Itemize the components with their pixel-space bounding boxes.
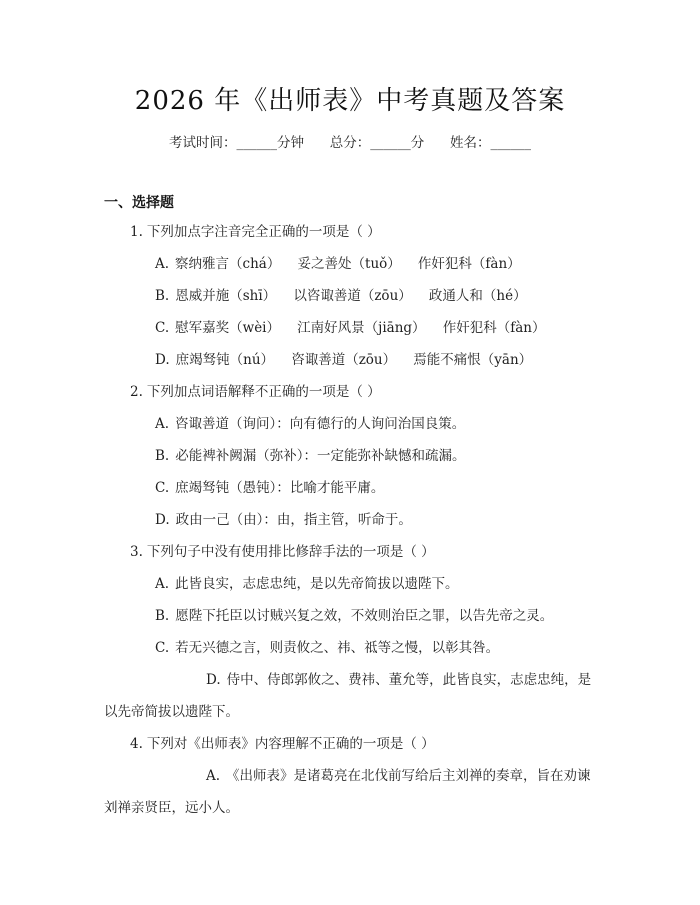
- option-letter: D.: [206, 672, 221, 688]
- option-letter: A.: [155, 256, 170, 272]
- option-3b: [155, 606, 553, 626]
- option-letter: A.: [206, 768, 221, 784]
- option-text: 察纳雅言（chá） 妥之善处（tuǒ） 作奸犯科（fàn）: [175, 256, 521, 272]
- question-number: 1.: [130, 224, 143, 240]
- option-1c: [155, 318, 545, 338]
- option-text: 此皆良实，志虑忠纯，是以先帝简拔以遗陛下。: [175, 576, 459, 592]
- option-4a: [104, 760, 598, 824]
- option-letter: C.: [155, 320, 170, 336]
- option-letter: D.: [155, 352, 170, 368]
- option-letter: C.: [155, 640, 170, 656]
- option-letter: B.: [155, 288, 170, 304]
- option-text: 愿陛下托臣以讨贼兴复之效，不效则治臣之罪，以告先帝之灵。: [175, 608, 554, 624]
- question-number: 2.: [130, 384, 143, 400]
- question-3: [130, 542, 435, 562]
- page-title: 2026 年《出师表》中考真题及答案: [134, 86, 566, 116]
- question-stem: 下列加点字注音完全正确的一项是（ ）: [146, 224, 381, 240]
- question-number: 4.: [130, 736, 143, 752]
- option-1b: [155, 286, 527, 306]
- option-text: 庶竭驽钝（nú） 咨诹善道（zōu） 焉能不痛恨（yān）: [175, 352, 533, 368]
- option-3a: [155, 574, 459, 594]
- option-text: 慰军嘉奖（wèi） 江南好风景（jiāng） 作奸犯科（fàn）: [175, 320, 546, 336]
- question-stem: 下列句子中没有使用排比修辞手法的一项是（ ）: [146, 544, 435, 560]
- option-letter: A.: [155, 416, 170, 432]
- question-stem: 下列加点词语解释不正确的一项是（ ）: [146, 384, 381, 400]
- option-letter: B.: [155, 448, 170, 464]
- option-text: 《出师表》是诸葛亮在北伐前写给后主刘禅的奏章，旨在劝谏刘禅亲贤臣，远小人。: [104, 768, 591, 816]
- section-heading: 一、选择题: [104, 195, 174, 211]
- option-2b: [155, 446, 465, 466]
- option-text: 若无兴德之言，则责攸之、祎、祗等之慢，以彰其咎。: [175, 640, 500, 656]
- option-3c: [155, 638, 499, 658]
- option-2d: [155, 510, 412, 530]
- option-text: 侍中、侍郎郭攸之、费祎、董允等，此皆良实，志虑忠纯，是以先帝简拔以遗陛下。: [104, 672, 592, 720]
- question-stem: 下列对《出师表》内容理解不正确的一项是（ ）: [146, 736, 435, 752]
- option-text: 政由一己（由）：由，指主管，听命于。: [175, 512, 412, 528]
- option-1a: [155, 254, 521, 274]
- option-text: 庶竭驽钝（愚钝）：比喻才能平庸。: [175, 480, 385, 496]
- option-letter: B.: [155, 608, 170, 624]
- option-2a: [155, 414, 465, 434]
- option-letter: D.: [155, 512, 170, 528]
- option-text: 必能裨补阙漏（弥补）：一定能弥补缺憾和疏漏。: [175, 448, 466, 464]
- exam-info-line: 考试时间：______分钟 总分：______分 姓名：______: [169, 135, 531, 151]
- option-letter: C.: [155, 480, 170, 496]
- option-1d: [155, 350, 532, 370]
- option-3d: [104, 664, 598, 728]
- question-2: [130, 382, 381, 402]
- option-2c: [155, 478, 384, 498]
- question-number: 3.: [130, 544, 143, 560]
- option-text: 恩威并施（shī） 以咨诹善道（zōu） 政通人和（hé）: [175, 288, 527, 304]
- question-4: [130, 734, 435, 754]
- option-text: 咨诹善道（询问）：向有德行的人询问治国良策。: [175, 416, 466, 432]
- question-1: [130, 222, 381, 242]
- option-letter: A.: [155, 576, 170, 592]
